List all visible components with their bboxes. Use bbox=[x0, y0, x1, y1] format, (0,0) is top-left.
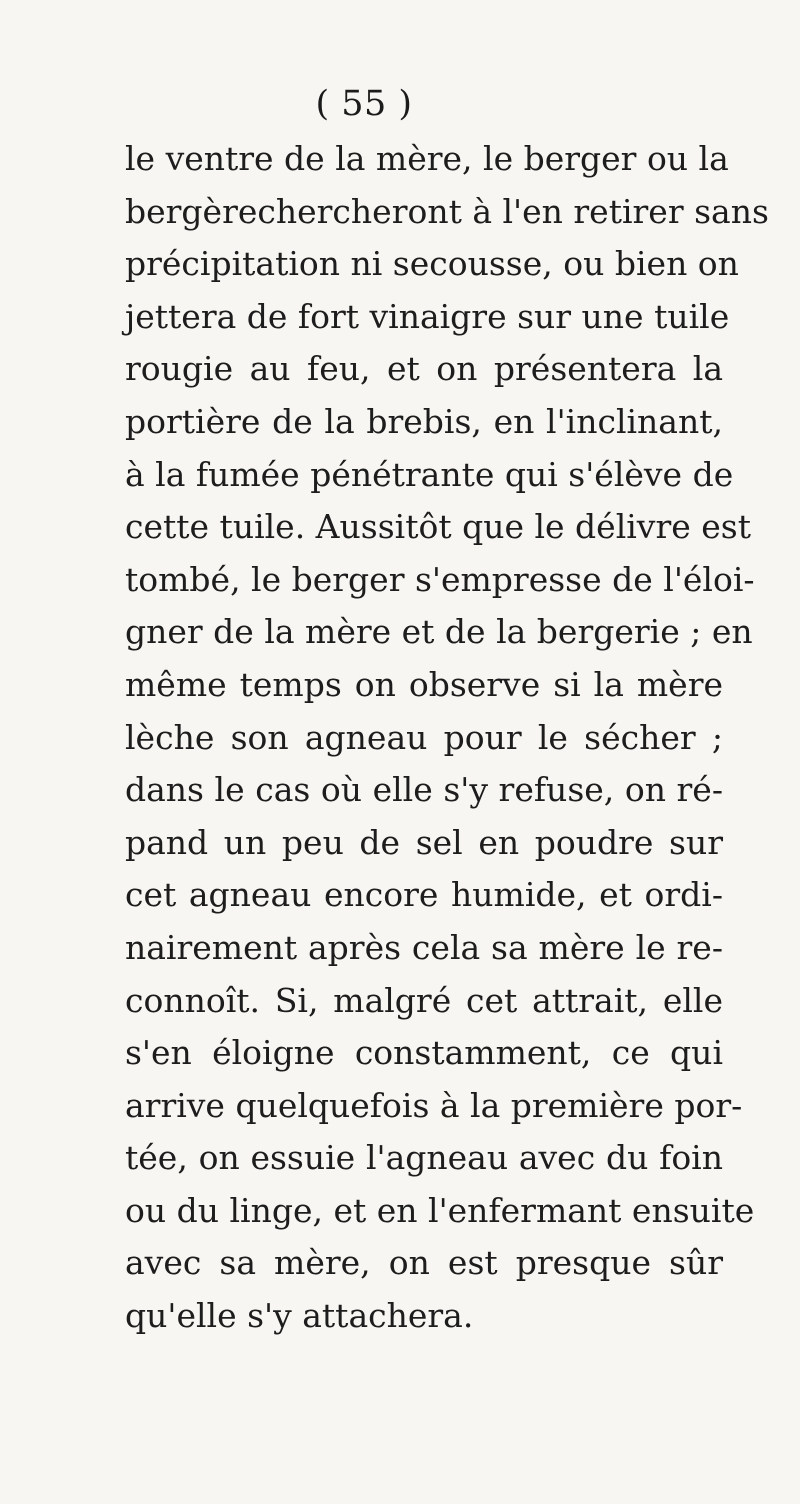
text-line: cet agneau encore humide, et ordi- bbox=[125, 875, 723, 915]
text-line: pand un peu de sel en poudre sur bbox=[125, 822, 723, 862]
text-line: arrive quelquefois à la première por- bbox=[125, 1085, 743, 1125]
page-number: ( 55 ) bbox=[315, 84, 413, 124]
text-line: dans le cas où elle s'y refuse, on ré- bbox=[125, 770, 723, 810]
text-line: s'en éloigne constamment, ce qui bbox=[125, 1033, 723, 1073]
text-line: tée, on essuie l'agneau avec du foin bbox=[125, 1138, 723, 1178]
text-line: même temps on observe si la mère bbox=[125, 664, 723, 704]
text-line: nairement après cela sa mère le re- bbox=[125, 927, 723, 967]
body-text bbox=[125, 133, 769, 1343]
text-line: tombé, le berger s'empresse de l'éloi- bbox=[125, 559, 755, 599]
text-line: bergèrechercheront à l'en retirer sans bbox=[125, 191, 769, 231]
text-line: le ventre de la mère, le berger ou la bbox=[125, 139, 729, 178]
text-line: cette tuile. Aussitôt que le délivre est bbox=[125, 507, 751, 547]
text-line: précipitation ni secousse, ou bien on bbox=[125, 244, 739, 284]
text-line: portière de la brebis, en l'inclinant, bbox=[125, 401, 723, 441]
text-line: rougie au feu, et on présentera la bbox=[125, 349, 723, 389]
text-line: avec sa mère, on est presque sûr bbox=[125, 1243, 723, 1283]
text-line: ou du linge, et en l'enfermant ensuite bbox=[125, 1190, 755, 1230]
text-line: lèche son agneau pour le sécher ; bbox=[125, 717, 723, 757]
text-line: connoît. Si, malgré cet attrait, elle bbox=[125, 980, 723, 1020]
text-line: qu'elle s'y attachera. bbox=[125, 1296, 474, 1336]
text-line: à la fumée pénétrante qui s'élève de bbox=[125, 454, 734, 494]
text-line: gner de la mère et de la bergerie ; en bbox=[125, 612, 753, 652]
text-line: jettera de fort vinaigre sur une tuile bbox=[125, 296, 730, 336]
